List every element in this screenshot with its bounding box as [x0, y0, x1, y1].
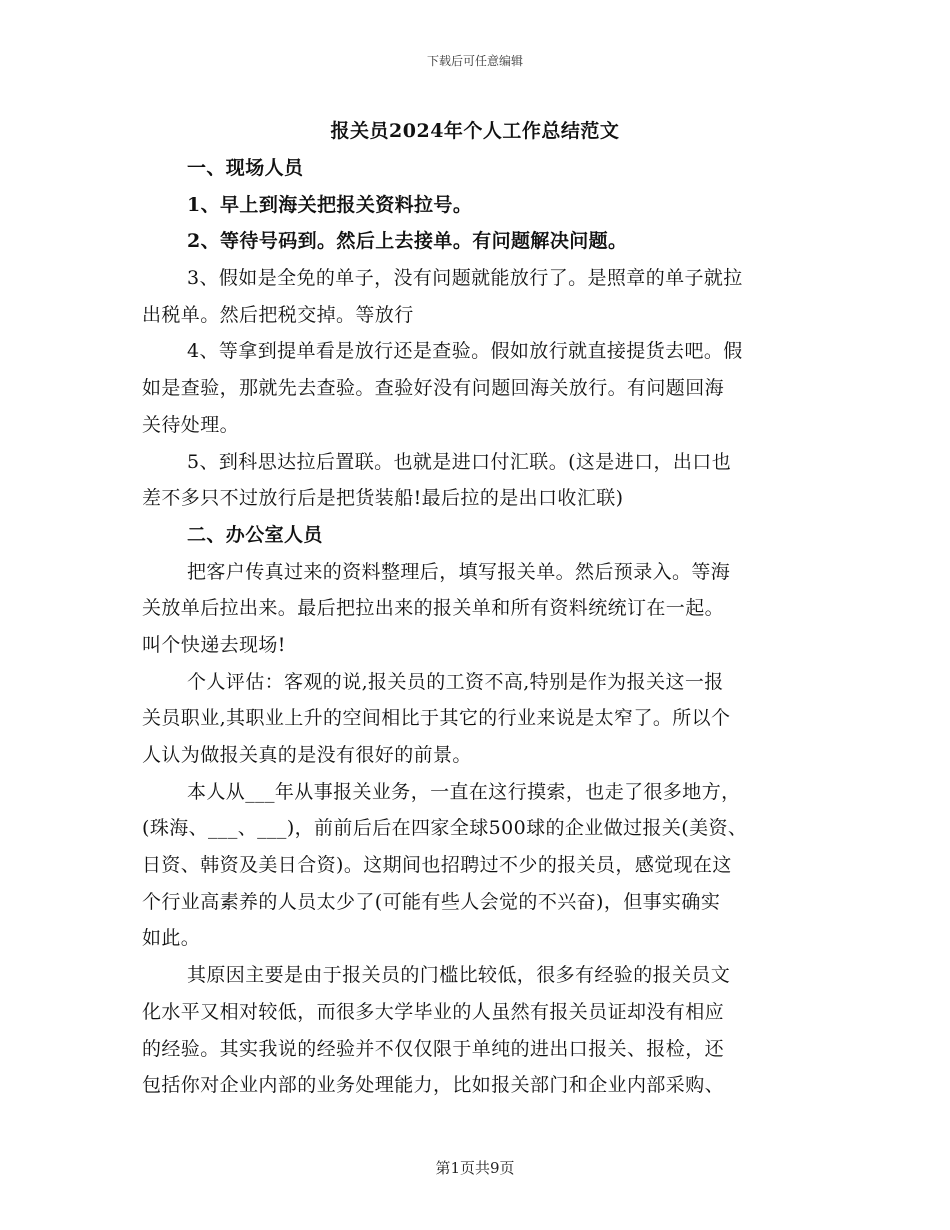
page-header: 下载后可任意编辑: [426, 54, 523, 68]
section-heading-line: 一、现场人员: [187, 157, 304, 179]
body-text-line: 包括你对企业内部的业务处理能力，比如报关部门和企业内部采购、: [142, 1074, 725, 1097]
body-text-line: 把客户传真过来的资料整理后，填写报关单。然后预录入。等海: [187, 560, 731, 583]
body-text-line: 化水平又相对较低，而很多大学毕业的人虽然有报关员证却没有相应: [142, 1000, 725, 1023]
body-text-line: 个人评估：客观的说,报关员的工资不高,特别是作为报关这一报: [187, 670, 724, 693]
body-text-line: 4、等拿到提单看是放行还是查验。假如放行就直接提货去吧。假: [187, 340, 743, 363]
body-text-line: 其原因主要是由于报关员的门槛比较低，很多有经验的报关员文: [187, 964, 731, 987]
body-text-line: 如是查验，那就先去查验。查验好没有问题回海关放行。有问题回海: [142, 377, 725, 400]
body-text-line: 3、假如是全免的单子，没有问题就能放行了。是照章的单子就拉: [187, 267, 743, 290]
body-text-line: 个行业高素养的人员太少了(可能有些人会觉的不兴奋)，但事实确实: [142, 890, 721, 913]
body-text-line: (珠海、___、___)，前前后后在四家全球500球的企业做过报关(美资、: [142, 817, 748, 840]
body-text-line: 出税单。然后把税交掉。等放行: [142, 303, 414, 326]
section-heading-line: 2、等待号码到。然后上去接单。有问题解决问题。: [187, 230, 628, 253]
body-text-line: 关放单后拉出来。最后把拉出来的报关单和所有资料统统订在一起。: [142, 597, 725, 620]
body-text-line: 5、到科思达拉后置联。也就是进口付汇联。(这是进口，出口也: [187, 450, 732, 473]
body-text-line: 如此。: [142, 927, 201, 950]
body-text-line: 人认为做报关真的是没有很好的前景。: [142, 744, 472, 766]
section-heading-line: 1、早上到海关把报关资料拉号。: [187, 193, 473, 216]
body-text-line: 关员职业,其职业上升的空间相比于其它的行业来说是太窄了。所以个: [142, 707, 731, 730]
document-body: [142, 150, 807, 1104]
body-text-line: 本人从___年从事报关业务，一直在这行摸索，也走了很多地方，: [187, 780, 741, 803]
body-text-line: 日资、韩资及美日合资)。这期间也招聘过不少的报关员，感觉现在这: [142, 854, 732, 877]
body-text-line: 差不多只不过放行后是把货装船!最后拉的是出口收汇联): [142, 487, 624, 510]
body-text-line: 的经验。其实我说的经验并不仅仅限于单纯的进出口报关、报检，还: [142, 1037, 725, 1060]
body-text-line: 叫个快递去现场!: [142, 633, 286, 656]
body-text-line: 关待处理。: [142, 413, 240, 436]
document-title: 报关员2024年个人工作总结范文: [330, 120, 620, 142]
page-footer: 第1页共9页: [435, 1159, 515, 1177]
section-heading-line: 二、办公室人员: [187, 523, 323, 546]
